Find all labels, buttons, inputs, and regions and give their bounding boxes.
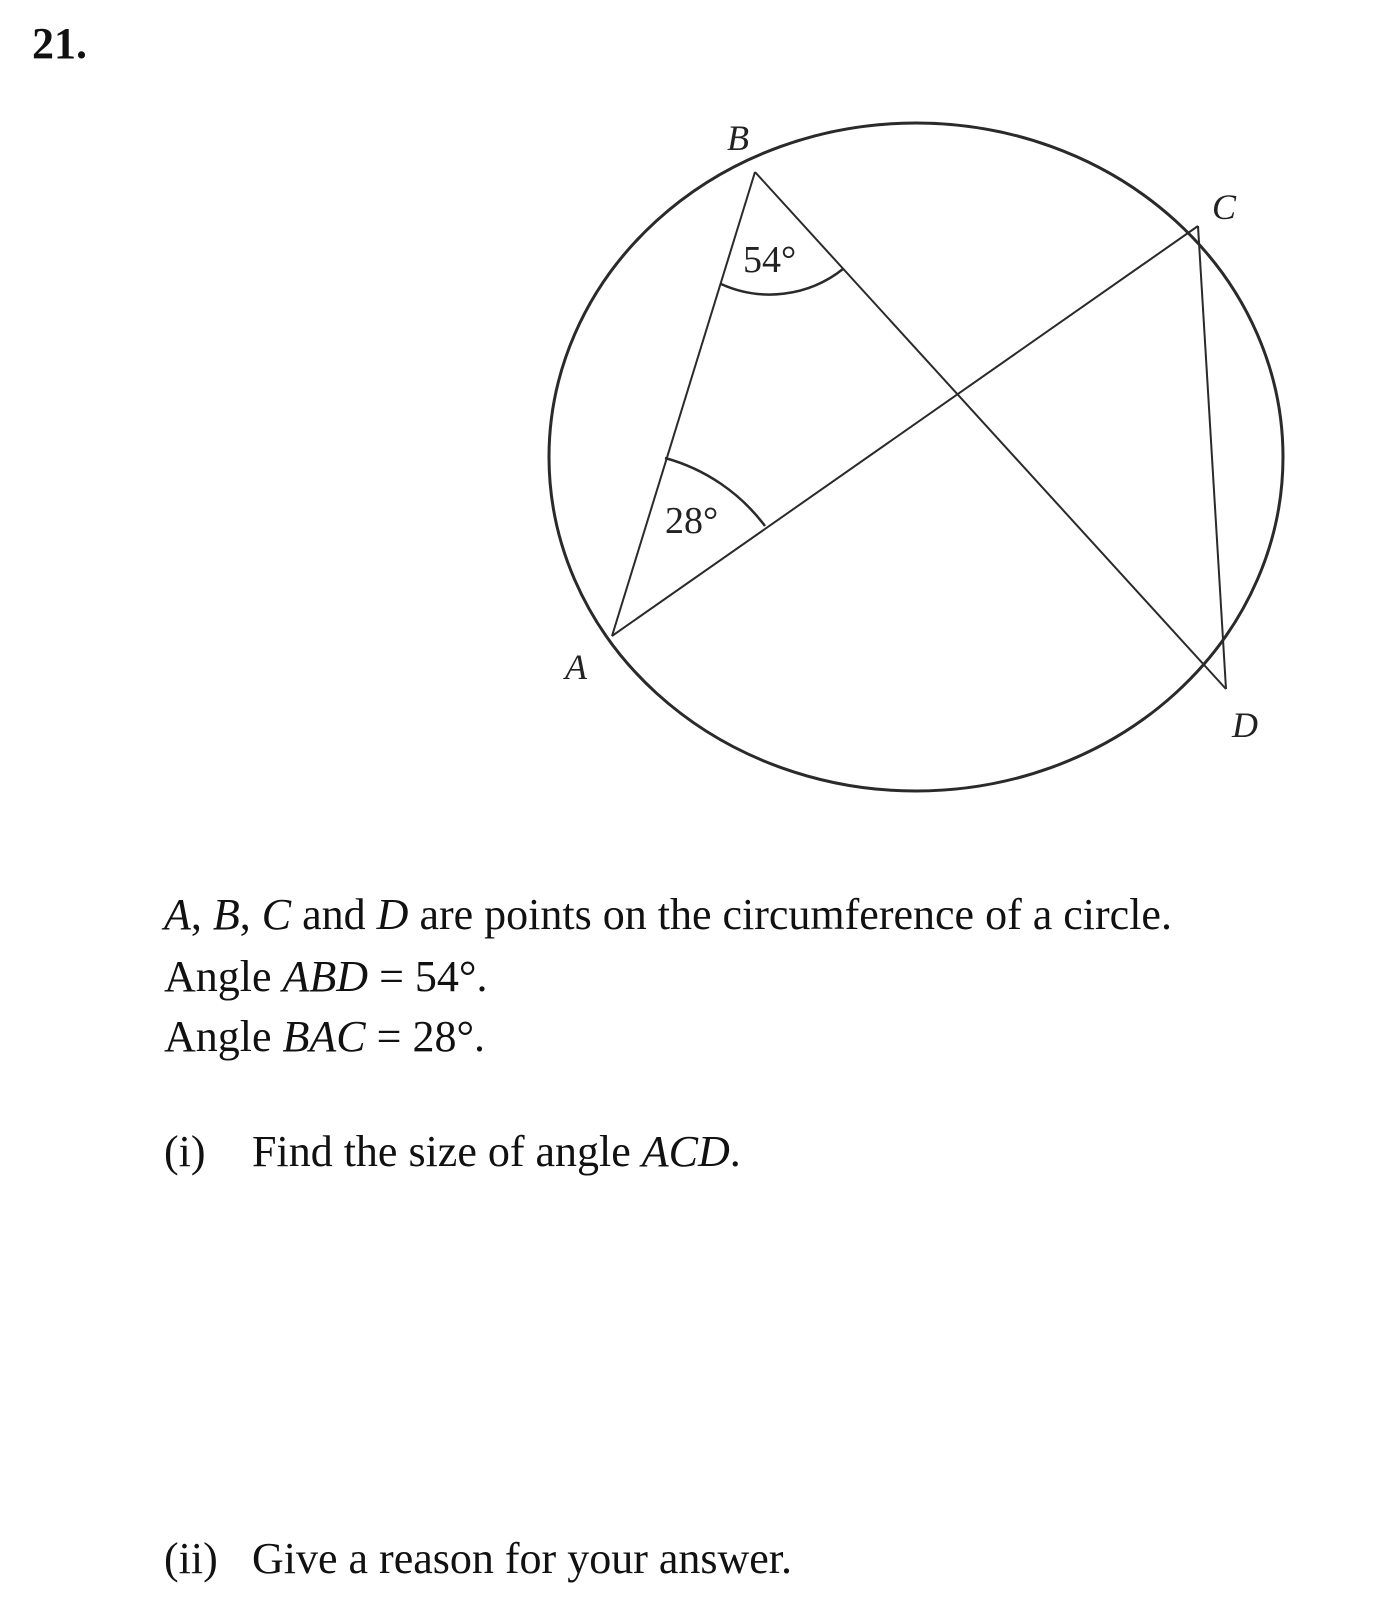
separator: and [291, 890, 377, 939]
angle-name: ABD [282, 952, 369, 1001]
angle-label-bac: 28° [665, 500, 719, 542]
part-label: (i) [164, 1127, 206, 1176]
separator: , [190, 890, 213, 939]
part-text: . [729, 1127, 741, 1176]
point-name: D [376, 890, 409, 939]
separator: , [239, 890, 262, 939]
part-text: Give a reason for your answer. [252, 1534, 793, 1583]
statement-text: Angle [164, 1012, 283, 1061]
statement-line-2 [164, 952, 488, 1001]
statement-text: = 28°. [365, 1012, 486, 1061]
statement-text: = 54°. [368, 952, 488, 1001]
part-ii [164, 1534, 793, 1583]
circle [549, 123, 1283, 791]
point-name: A [164, 890, 191, 939]
angle-label-abd: 54° [743, 239, 797, 281]
angle-name: ACD [641, 1127, 730, 1176]
statement-text: Angle [164, 952, 283, 1001]
point-label-d: D [1232, 705, 1258, 745]
point-label-b: B [727, 118, 749, 158]
statement-text: are points on the circumference of a circle. [408, 890, 1172, 939]
point-name: B [212, 890, 240, 939]
angle-name: BAC [282, 1012, 366, 1061]
point-name: C [261, 890, 292, 939]
point-label-c: C [1212, 187, 1237, 227]
part-i [164, 1127, 741, 1176]
chord-cd [1198, 226, 1226, 689]
question-number: 21. [32, 19, 87, 68]
chord-bd [755, 172, 1226, 689]
point-label-a: A [565, 647, 587, 687]
statement-line-1 [164, 890, 1172, 939]
chord-ac [612, 226, 1198, 636]
statement-line-3 [164, 1012, 486, 1061]
part-label: (ii) [164, 1534, 218, 1583]
part-text: Find the size of angle [252, 1127, 642, 1176]
